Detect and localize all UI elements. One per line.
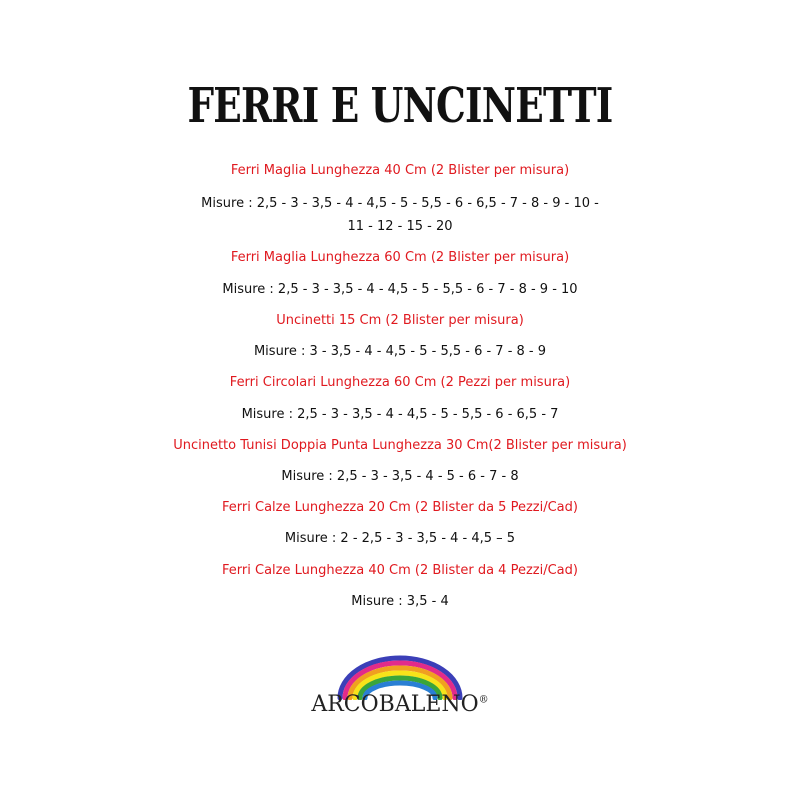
section-sizes-3: Misure : 3 - 3,5 - 4 - 4,5 - 5 - 5,5 - 6 - 7 - 8 - 9 <box>253 344 547 359</box>
arcobaleno-logo <box>300 650 500 730</box>
section-sizes-5: Misure : 2,5 - 3 - 3,5 - 4 - 5 - 6 - 7 - 8 <box>281 469 519 484</box>
section-heading-5: Uncinetto Tunisi Doppia Punta Lunghezza 30 Cm(2 Blister per misura) <box>173 438 627 453</box>
section-heading-4: Ferri Circolari Lunghezza 60 Cm (2 Pezzi per misura) <box>229 375 571 390</box>
registered-mark: ® <box>478 694 489 706</box>
section-sizes-7: Misure : 3,5 - 4 <box>351 594 449 609</box>
section-sizes-6: Misure : 2 - 2,5 - 3 - 3,5 - 4 - 4,5 – 5 <box>284 531 516 546</box>
brand-text: ARCOBALENO <box>311 692 479 717</box>
brand-name <box>300 692 500 717</box>
section-sizes-1: Misure : 2,5 - 3 - 3,5 - 4 - 4,5 - 5 - 5,5 - 6 - 6,5 - 7 - 8 - 9 - 10 - <box>201 196 599 211</box>
section-heading-2: Ferri Maglia Lunghezza 60 Cm (2 Blister per misura) <box>230 250 570 265</box>
section-sizes-4: Misure : 2,5 - 3 - 3,5 - 4 - 4,5 - 5 - 5,5 - 6 - 6,5 - 7 <box>241 407 559 422</box>
page-title: FERRI E UNCINETTI <box>187 78 613 134</box>
section-heading-7: Ferri Calze Lunghezza 40 Cm (2 Blister da 4 Pezzi/Cad) <box>222 563 578 578</box>
section-heading-6: Ferri Calze Lunghezza 20 Cm (2 Blister da 5 Pezzi/Cad) <box>222 500 578 515</box>
section-heading-1: Ferri Maglia Lunghezza 40 Cm (2 Blister per misura) <box>230 163 570 178</box>
section-heading-3: Uncinetti 15 Cm (2 Blister per misura) <box>276 313 524 328</box>
section-sizes-1-cont: 11 - 12 - 15 - 20 <box>347 219 453 234</box>
section-sizes-2: Misure : 2,5 - 3 - 3,5 - 4 - 4,5 - 5 - 5,5 - 6 - 7 - 8 - 9 - 10 <box>222 282 578 297</box>
